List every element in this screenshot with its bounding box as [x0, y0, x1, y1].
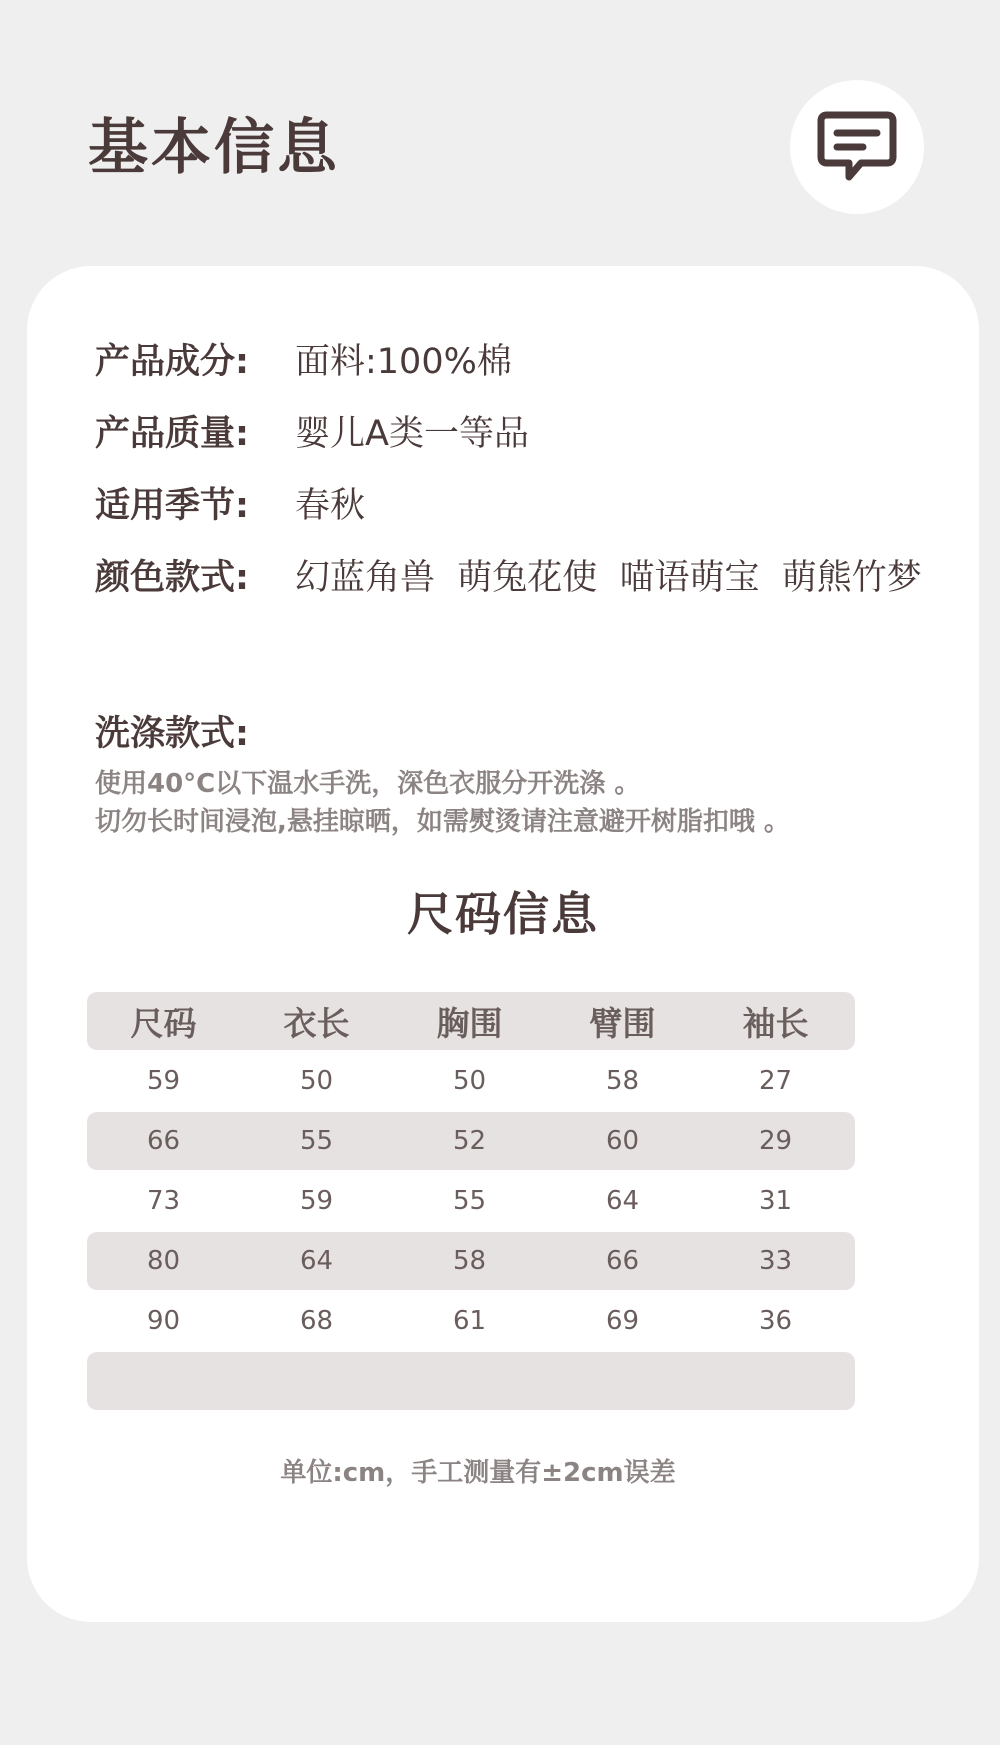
- table-cell: 66: [605, 1246, 640, 1276]
- table-cell: 29: [758, 1126, 793, 1156]
- table-row: [87, 1050, 855, 1112]
- table-cell: 59: [146, 1066, 181, 1096]
- info-row-colors: [95, 554, 922, 602]
- table-cell: 27: [758, 1066, 793, 1096]
- page-title: 基本信息: [88, 113, 340, 183]
- info-row-composition: [95, 338, 512, 386]
- table-cell: 59: [299, 1186, 334, 1216]
- table-cell: 61: [452, 1306, 487, 1336]
- table-cell: 60: [605, 1126, 640, 1156]
- table-row: [87, 1290, 855, 1352]
- chat-message-icon: [815, 109, 899, 185]
- column-header: 尺码: [130, 1003, 197, 1043]
- table-cell: 80: [146, 1246, 181, 1276]
- table-row: [87, 1112, 855, 1170]
- table-cell: 64: [299, 1246, 334, 1276]
- info-value: 面料:100%棉: [295, 342, 512, 382]
- table-cell: 64: [605, 1186, 640, 1216]
- table-cell: 31: [758, 1186, 793, 1216]
- table-cell: 66: [146, 1126, 181, 1156]
- info-row-season: [95, 482, 365, 530]
- table-cell: 73: [146, 1186, 181, 1216]
- info-value: 春秋: [295, 486, 366, 526]
- column-header: 臂围: [589, 1003, 656, 1043]
- table-cell: 58: [605, 1066, 640, 1096]
- table-cell: 58: [452, 1246, 487, 1276]
- wash-section-title: [95, 710, 249, 758]
- info-label: 产品质量:: [95, 414, 249, 454]
- column-header: 袖长: [742, 1003, 809, 1043]
- size-table: [87, 992, 855, 1410]
- info-label: 适用季节:: [95, 486, 249, 526]
- table-cell: 90: [146, 1306, 181, 1336]
- wash-label: 洗涤款式:: [95, 714, 249, 754]
- table-header-row: [87, 992, 855, 1050]
- table-cell: 69: [605, 1306, 640, 1336]
- info-row-quality: [95, 410, 529, 458]
- table-cell: 50: [299, 1066, 334, 1096]
- table-cell: 55: [299, 1126, 334, 1156]
- table-cell: 52: [452, 1126, 487, 1156]
- info-value: 幻蓝角兽 萌兔花使 喵语萌宝 萌熊竹梦: [295, 558, 922, 598]
- table-cell: 33: [758, 1246, 793, 1276]
- table-cell: 68: [299, 1306, 334, 1336]
- info-label: 颜色款式:: [95, 558, 249, 598]
- size-section-title: 尺码信息: [407, 887, 599, 941]
- info-value: 婴儿A类一等品: [295, 414, 529, 454]
- table-row: [87, 1352, 855, 1410]
- wash-instruction-line: 使用40°C以下温水手洗，深色衣服分开洗涤 。: [95, 769, 641, 799]
- table-row: [87, 1170, 855, 1232]
- table-cell: 55: [452, 1186, 487, 1216]
- column-header: 衣长: [283, 1003, 350, 1043]
- table-row: [87, 1232, 855, 1290]
- table-cell: 36: [758, 1306, 793, 1336]
- chat-button[interactable]: [790, 80, 924, 214]
- column-header: 胸围: [436, 1003, 503, 1043]
- wash-instruction-line: 切勿长时间浸泡,悬挂晾晒，如需熨烫请注意避开树脂扣哦 。: [95, 807, 790, 837]
- table-cell: 50: [452, 1066, 487, 1096]
- info-card: [27, 266, 979, 1622]
- size-note: 单位:cm，手工测量有±2cm误差: [280, 1458, 676, 1488]
- info-label: 产品成分:: [95, 342, 249, 382]
